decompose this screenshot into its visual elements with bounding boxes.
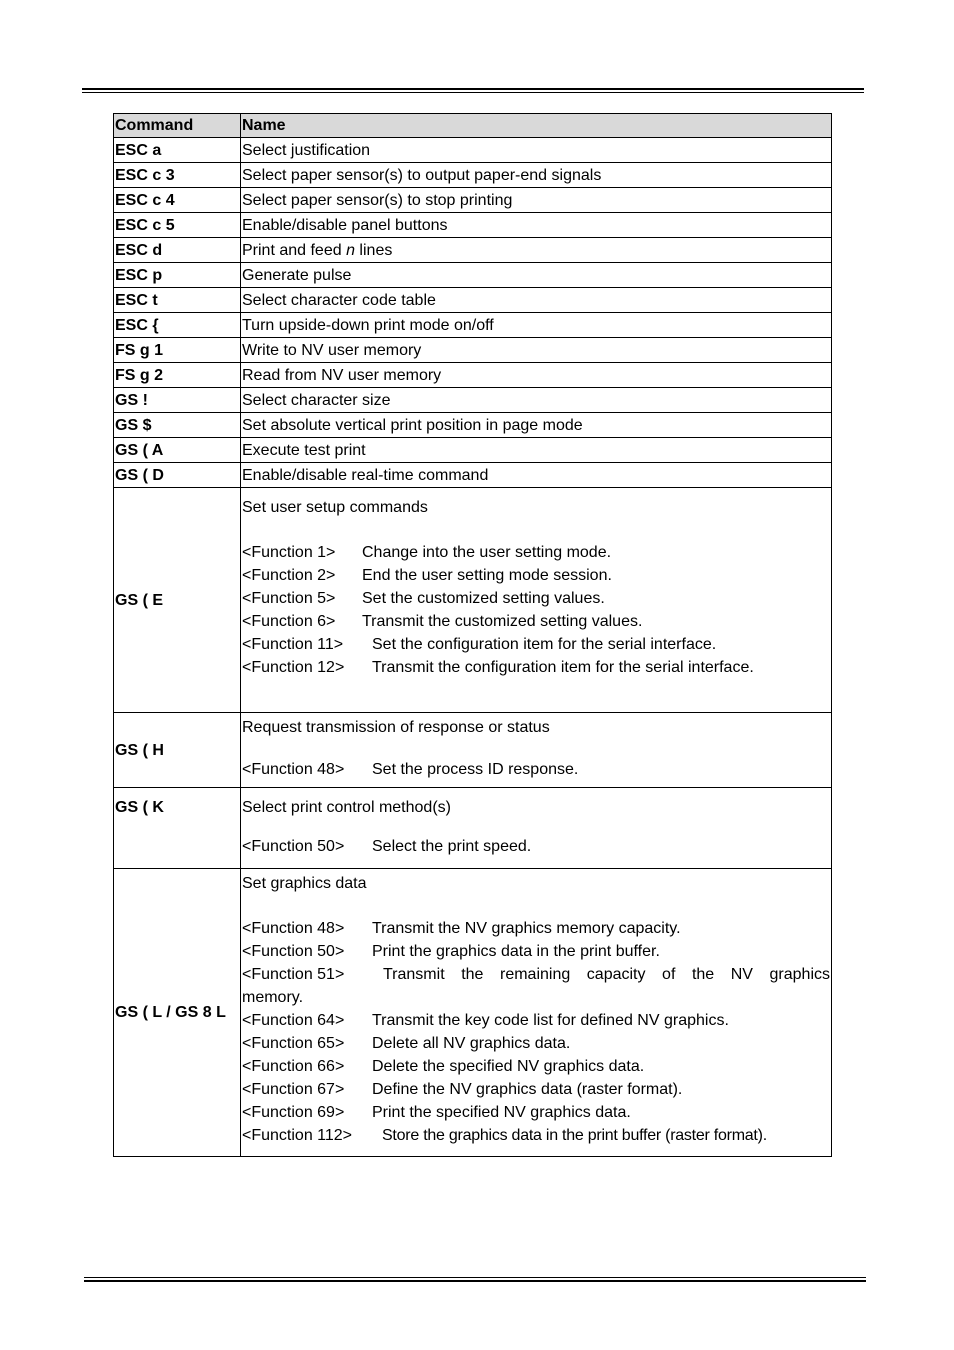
function-line <box>242 541 831 564</box>
header-rule <box>82 88 864 93</box>
function-line <box>242 1009 831 1032</box>
command-name: Execute test print <box>241 438 832 463</box>
table-row <box>114 163 832 188</box>
function-desc: Transmit the configuration item for the serial interface. <box>372 659 754 676</box>
function-line <box>242 940 831 963</box>
command-code: ESC a <box>114 138 241 163</box>
function-line <box>242 587 831 610</box>
command-name: Select paper sensor(s) to output paper-end signals <box>241 163 832 188</box>
command-code: GS $ <box>114 413 241 438</box>
function-line <box>242 1124 831 1147</box>
function-line <box>242 1055 831 1078</box>
command-code: ESC c 3 <box>114 163 241 188</box>
command-code: GS ( K <box>114 788 241 869</box>
table-header-row <box>114 114 832 138</box>
function-group-title: Set graphics data <box>242 875 367 892</box>
column-header-name: Name <box>241 114 832 138</box>
command-code: ESC c 5 <box>114 213 241 238</box>
command-code: GS ! <box>114 388 241 413</box>
function-tag: <Function 67> <box>242 1081 345 1098</box>
command-name <box>241 713 832 788</box>
function-tag: <Function 6> <box>242 613 336 630</box>
function-line <box>242 963 831 1009</box>
function-desc: Transmit the remaining capacity of the NV graphics memory. <box>242 966 830 1006</box>
table-row <box>114 263 832 288</box>
command-name: Read from NV user memory <box>241 363 832 388</box>
command-code: ESC d <box>114 238 241 263</box>
function-desc: Transmit the NV graphics memory capacity. <box>372 920 681 937</box>
table-row <box>114 363 832 388</box>
function-desc: Delete the specified NV graphics data. <box>372 1058 645 1075</box>
function-tag: <Function 50> <box>242 943 345 960</box>
function-desc: Select the print speed. <box>372 838 532 855</box>
function-line <box>242 1078 831 1101</box>
command-name: Select justification <box>241 138 832 163</box>
function-tag: <Function 2> <box>242 567 336 584</box>
command-name: Generate pulse <box>241 263 832 288</box>
command-code: ESC p <box>114 263 241 288</box>
command-name <box>241 238 832 263</box>
function-tag: <Function 66> <box>242 1058 345 1075</box>
command-name: Set absolute vertical print position in page mode <box>241 413 832 438</box>
table-row <box>114 213 832 238</box>
function-line <box>242 1032 831 1055</box>
command-code: GS ( A <box>114 438 241 463</box>
command-code: GS ( H <box>114 713 241 788</box>
function-line <box>242 1101 831 1124</box>
table-row <box>114 463 832 488</box>
command-code: GS ( L / GS 8 L <box>114 869 241 1157</box>
command-name: Enable/disable real-time command <box>241 463 832 488</box>
table-row <box>114 388 832 413</box>
name-text: Print and feed <box>242 241 347 259</box>
table-row <box>114 188 832 213</box>
command-name: Select paper sensor(s) to stop printing <box>241 188 832 213</box>
command-name <box>241 788 832 869</box>
function-desc: End the user setting mode session. <box>362 567 612 584</box>
function-tag: <Function 64> <box>242 1012 345 1029</box>
function-desc: Store the graphics data in the print buffer (raster format). <box>382 1127 767 1144</box>
command-name: Write to NV user memory <box>241 338 832 363</box>
table-row <box>114 338 832 363</box>
table-row <box>114 438 832 463</box>
function-desc: Set the process ID response. <box>372 761 579 778</box>
function-line <box>242 633 831 656</box>
function-line <box>242 917 831 940</box>
function-tag: <Function 11> <box>242 636 344 653</box>
function-tag: <Function 50> <box>242 838 345 855</box>
table-row-gs-h <box>114 713 832 788</box>
function-line <box>242 656 831 679</box>
command-code: GS ( D <box>114 463 241 488</box>
command-name: Select character code table <box>241 288 832 313</box>
command-code: FS g 1 <box>114 338 241 363</box>
function-tag: <Function 48> <box>242 920 345 937</box>
function-group-title: Set user setup commands <box>242 499 428 516</box>
table-row-gs-l <box>114 869 832 1157</box>
function-tag: <Function 65> <box>242 1035 345 1052</box>
name-variable: n <box>346 241 355 259</box>
command-name: Select character size <box>241 388 832 413</box>
command-code: ESC c 4 <box>114 188 241 213</box>
command-name <box>241 869 832 1157</box>
function-tag: <Function 112> <box>242 1127 353 1144</box>
function-tag: <Function 51> <box>242 966 345 983</box>
table-row <box>114 413 832 438</box>
function-desc: Transmit the customized setting values. <box>362 613 643 630</box>
command-code: ESC { <box>114 313 241 338</box>
function-group-title: Request transmission of response or status <box>242 719 550 736</box>
command-table <box>113 113 832 1157</box>
command-code: GS ( E <box>114 488 241 713</box>
function-desc: Transmit the key code list for defined NV graphics. <box>372 1012 729 1029</box>
function-tag: <Function 1> <box>242 544 336 561</box>
function-line <box>242 564 831 587</box>
table-row <box>114 313 832 338</box>
table-row <box>114 138 832 163</box>
function-line <box>242 835 831 858</box>
function-desc: Define the NV graphics data (raster format). <box>372 1081 683 1098</box>
command-code: FS g 2 <box>114 363 241 388</box>
table-row-gs-e <box>114 488 832 713</box>
function-tag: <Function 5> <box>242 590 336 607</box>
function-tag: <Function 69> <box>242 1104 345 1121</box>
footer-rule <box>84 1277 866 1282</box>
function-desc: Change into the user setting mode. <box>362 544 612 561</box>
command-code: ESC t <box>114 288 241 313</box>
function-tag: <Function 48> <box>242 761 345 778</box>
command-name: Turn upside-down print mode on/off <box>241 313 832 338</box>
table-row <box>114 288 832 313</box>
command-name <box>241 488 832 713</box>
name-text: lines <box>354 241 393 259</box>
function-desc: Delete all NV graphics data. <box>372 1035 571 1052</box>
function-desc: Print the graphics data in the print buffer. <box>372 943 660 960</box>
column-header-command: Command <box>114 114 241 138</box>
function-desc: Set the customized setting values. <box>362 590 605 607</box>
function-group-title: Select print control method(s) <box>242 799 451 816</box>
function-desc: Set the configuration item for the serial interface. <box>372 636 717 653</box>
table-row <box>114 238 832 263</box>
function-desc: Print the specified NV graphics data. <box>372 1104 631 1121</box>
command-name: Enable/disable panel buttons <box>241 213 832 238</box>
function-tag: <Function 12> <box>242 659 345 676</box>
table-row-gs-k <box>114 788 832 869</box>
function-line <box>242 758 831 781</box>
function-line <box>242 610 831 633</box>
